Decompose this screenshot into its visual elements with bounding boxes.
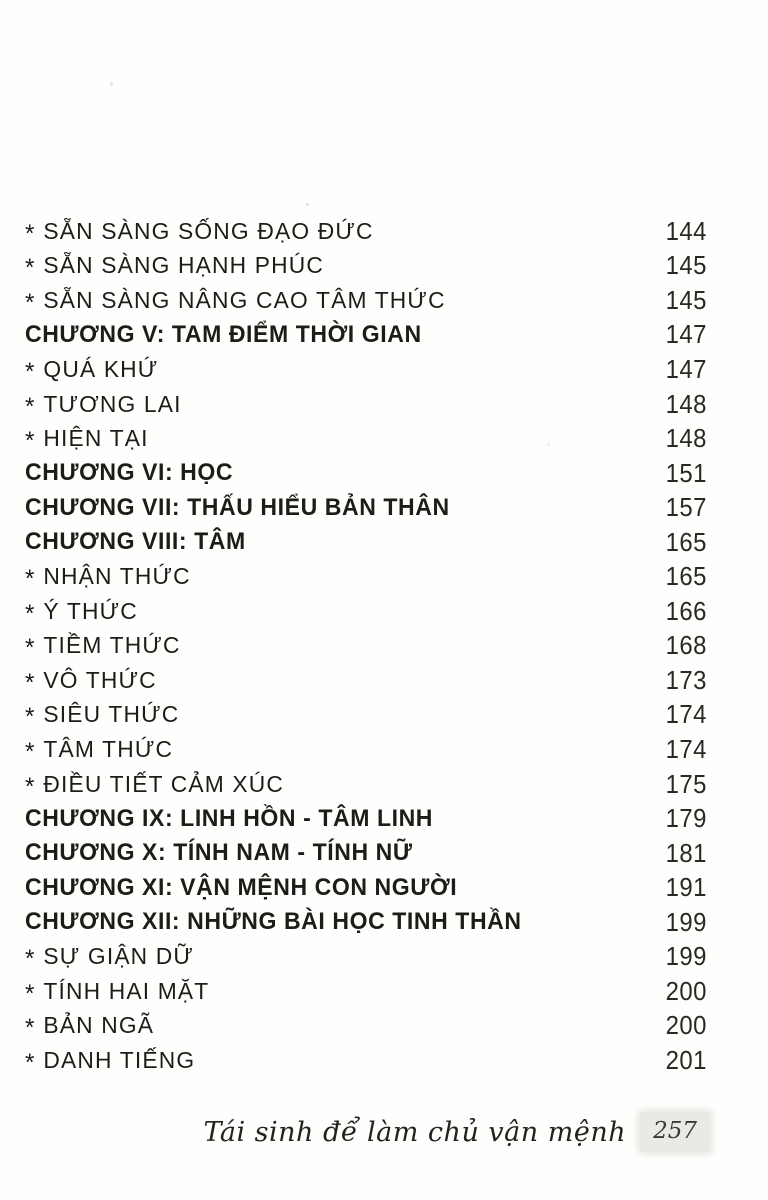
toc-row <box>25 698 707 733</box>
toc-row <box>25 1009 707 1044</box>
toc-entry-page-number: 166 <box>665 595 707 626</box>
toc-row <box>25 249 707 284</box>
toc-entry-page-number: 181 <box>665 837 707 868</box>
toc-entry-label: SỰ GIẬN DỮ <box>43 943 195 970</box>
toc-entry <box>25 839 413 867</box>
toc-entry-label: SIÊU THỨC <box>43 701 180 728</box>
toc-row <box>25 663 707 698</box>
page-footer <box>203 1112 710 1152</box>
toc-entry <box>25 700 180 732</box>
toc-row <box>25 836 707 871</box>
toc-entry-label: CHƯƠNG IX: LINH HỒN - TÂM LINH <box>25 804 434 832</box>
toc-entry-label: CHƯƠNG X: TÍNH NAM - TÍNH NỮ <box>25 839 413 867</box>
toc-entry-label: CHƯƠNG VIII: TÂM <box>25 528 246 556</box>
toc-entry <box>25 424 149 456</box>
asterisk-bullet: * <box>25 1014 35 1043</box>
toc-entry-label: HIỆN TẠI <box>43 425 149 452</box>
toc-row <box>25 974 707 1009</box>
asterisk-bullet: * <box>25 254 35 283</box>
toc-entry <box>25 494 450 522</box>
toc-entry-page-number: 199 <box>665 906 707 937</box>
toc-row <box>25 767 707 802</box>
scan-speck <box>306 203 309 206</box>
toc-row <box>25 801 707 836</box>
toc-entry <box>25 1046 195 1075</box>
asterisk-bullet: * <box>25 565 35 594</box>
toc-entry-page-number: 165 <box>665 561 707 592</box>
toc-entry-page-number: 199 <box>665 941 707 972</box>
toc-row <box>25 352 707 387</box>
toc-entry-page-number: 179 <box>665 803 707 834</box>
toc-row <box>25 456 707 491</box>
toc-entry <box>25 942 195 974</box>
toc-entry-label: Ý THỨC <box>43 597 138 624</box>
toc-entry <box>25 735 173 764</box>
toc-entry-label: CHƯƠNG V: TAM ĐIỂM THỜI GIAN <box>25 320 422 348</box>
toc-entry-label: QUÁ KHỨ <box>43 355 159 382</box>
toc-entry <box>25 459 233 487</box>
toc-entry-page-number: 147 <box>665 319 707 350</box>
toc-entry-label: TIỀM THỨC <box>43 632 181 659</box>
toc-entry-label: TƯƠNG LAI <box>43 390 182 417</box>
toc-entry <box>25 977 209 1006</box>
toc-entry <box>25 805 433 833</box>
toc-entry-label: SẴN SÀNG SỐNG ĐẠO ĐỨC <box>43 217 374 244</box>
toc-entry <box>25 770 284 799</box>
toc-entry-page-number: 151 <box>665 457 707 488</box>
toc-entry <box>25 321 422 349</box>
toc-row <box>25 214 707 249</box>
toc-entry <box>25 528 246 556</box>
toc-entry-page-number: 174 <box>665 733 707 764</box>
asterisk-bullet: * <box>25 219 35 248</box>
page-number-badge: 257 <box>640 1112 710 1152</box>
table-of-contents <box>25 214 707 1078</box>
toc-entry <box>25 355 158 384</box>
toc-entry-label: CHƯƠNG VII: THẤU HIỂU BẢN THÂN <box>25 493 450 521</box>
toc-entry-page-number: 201 <box>665 1044 707 1075</box>
toc-entry-page-number: 147 <box>665 353 707 384</box>
asterisk-bullet: * <box>25 599 35 628</box>
toc-entry-label: CHƯƠNG VI: HỌC <box>25 459 234 487</box>
asterisk-bullet: * <box>25 357 35 386</box>
toc-entry <box>25 874 457 902</box>
toc-entry-label: CHƯƠNG XI: VẬN MỆNH CON NGƯỜI <box>25 873 458 901</box>
toc-entry-page-number: 157 <box>665 492 707 523</box>
toc-entry-page-number: 168 <box>665 630 707 661</box>
toc-entry-label: BẢN NGÃ <box>43 1012 155 1039</box>
toc-row <box>25 283 707 318</box>
toc-entry-label: CHƯƠNG XII: NHỮNG BÀI HỌC TINH THẦN <box>25 908 522 936</box>
toc-entry-page-number: 145 <box>665 250 707 281</box>
asterisk-bullet: * <box>25 737 35 766</box>
toc-entry-page-number: 191 <box>665 872 707 903</box>
toc-entry <box>25 562 191 594</box>
toc-row <box>25 1043 707 1078</box>
toc-entry-page-number: 175 <box>665 768 707 799</box>
toc-entry-label: TÂM THỨC <box>43 735 174 762</box>
asterisk-bullet: * <box>25 945 35 974</box>
asterisk-bullet: * <box>25 392 35 421</box>
asterisk-bullet: * <box>25 1048 35 1077</box>
toc-entry-label: SẴN SÀNG HẠNH PHÚC <box>43 252 325 279</box>
toc-row <box>25 939 707 974</box>
asterisk-bullet: * <box>25 634 35 663</box>
toc-row <box>25 870 707 905</box>
scan-speck <box>110 82 113 86</box>
toc-row <box>25 732 707 767</box>
asterisk-bullet: * <box>25 427 35 456</box>
toc-row <box>25 318 707 353</box>
asterisk-bullet: * <box>25 668 35 697</box>
toc-row <box>25 594 707 629</box>
asterisk-bullet: * <box>25 979 35 1008</box>
toc-row <box>25 387 707 422</box>
toc-entry-page-number: 200 <box>665 1010 707 1041</box>
toc-entry <box>25 631 181 663</box>
toc-row <box>25 629 707 664</box>
toc-entry-page-number: 200 <box>665 975 707 1006</box>
toc-entry-label: TÍNH HAI MẶT <box>43 977 210 1004</box>
toc-entry <box>25 390 182 419</box>
toc-entry-page-number: 165 <box>665 526 707 557</box>
toc-entry-label: VÔ THỨC <box>43 666 157 693</box>
toc-entry-label: SẴN SÀNG NÂNG CAO TÂM THỨC <box>43 286 446 313</box>
toc-entry-label: ĐIỀU TIẾT CẢM XÚC <box>43 770 285 797</box>
running-book-title: Tái sinh để làm chủ vận mệnh <box>203 1116 627 1148</box>
toc-entry-label: NHẬN THỨC <box>43 563 191 590</box>
toc-entry <box>25 666 157 695</box>
toc-entry-page-number: 174 <box>665 699 707 730</box>
toc-entry <box>25 908 522 936</box>
toc-entry-page-number: 145 <box>665 284 707 315</box>
toc-entry <box>25 286 446 315</box>
toc-row <box>25 525 707 560</box>
toc-entry <box>25 597 138 626</box>
toc-entry <box>25 251 325 283</box>
toc-entry-page-number: 148 <box>665 388 707 419</box>
toc-row <box>25 421 707 456</box>
toc-entry-page-number: 148 <box>665 423 707 454</box>
toc-row <box>25 490 707 525</box>
toc-entry-label: DANH TIẾNG <box>43 1046 196 1073</box>
asterisk-bullet: * <box>25 288 35 317</box>
toc-entry-page-number: 144 <box>665 215 707 246</box>
asterisk-bullet: * <box>25 703 35 732</box>
toc-entry <box>25 1011 155 1043</box>
toc-entry <box>25 217 374 246</box>
toc-entry-page-number: 173 <box>665 664 707 695</box>
toc-row <box>25 905 707 940</box>
toc-row <box>25 559 707 594</box>
asterisk-bullet: * <box>25 772 35 801</box>
